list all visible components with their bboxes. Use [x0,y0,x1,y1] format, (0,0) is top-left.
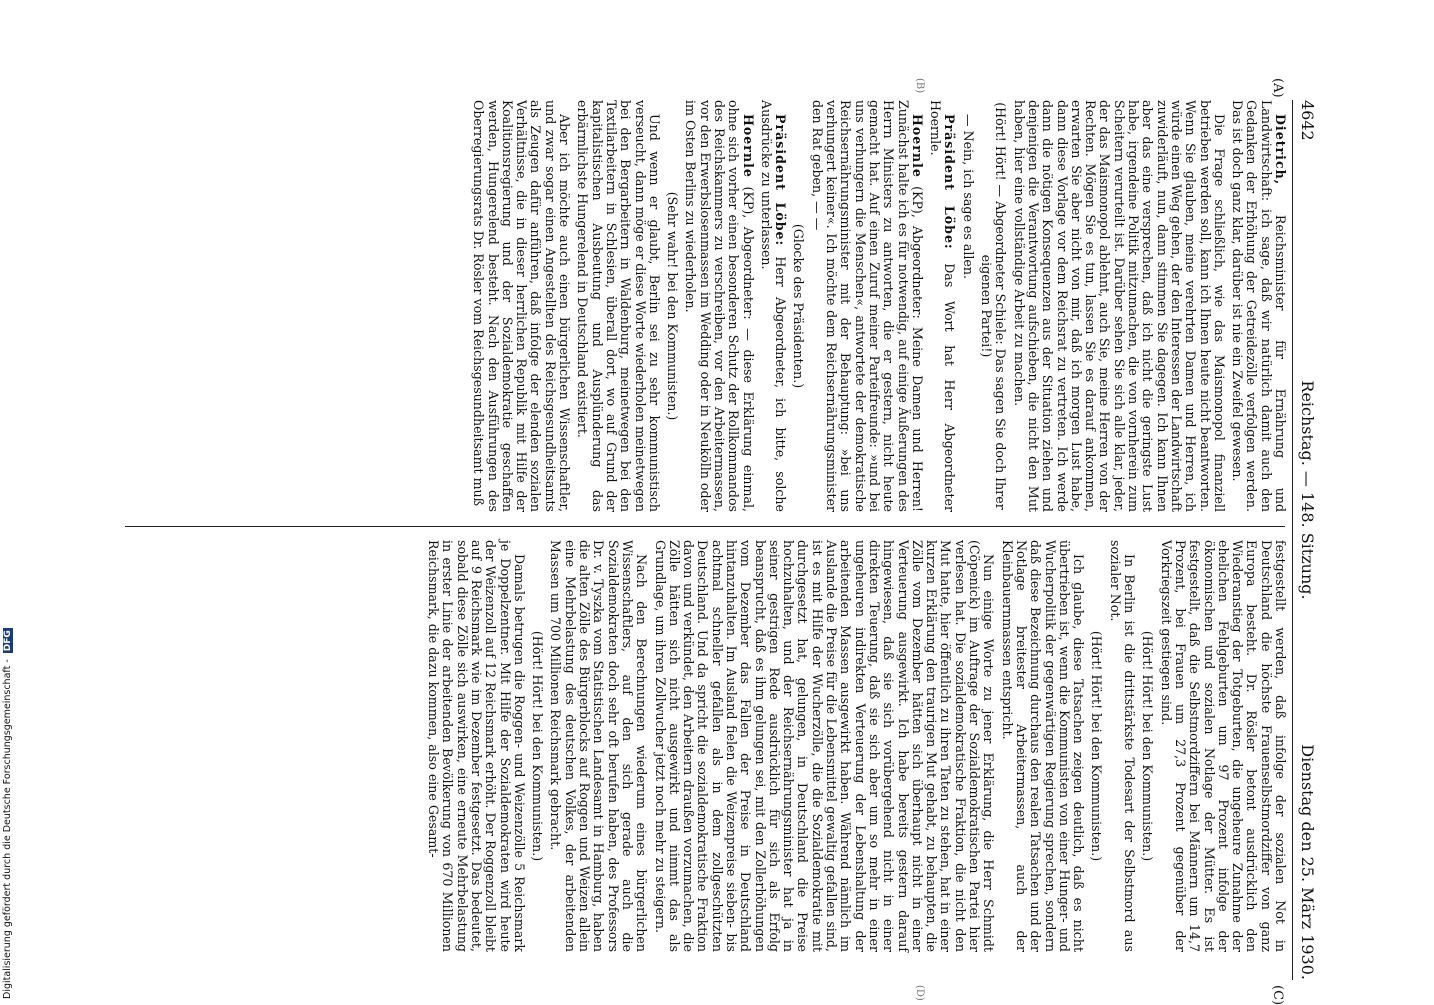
text-paragraph: — Nein, ich sage es allen. [960,114,976,279]
right-column [422,540,1287,952]
speaker-name: Hoernle [909,114,925,178]
speech-text: Reichsminister für Ernährung und Landwirtschaft: ich sage, daß wir natürlich damit auch den Gedanken der Erhöhung der Getreidezölle verfolgen werden. Das ist doch ganz klar, darüber ist nie ein Zweifel gewesen. [1230,100,1288,512]
session-date: Dienstag den 25. März 1930. [1298,744,1317,980]
speaker-name: Hoernle [740,114,756,178]
dfg-logo: DFG [3,630,13,652]
text-paragraph: Damals betrugen die Roggen- und Weizenzölle 5 Reichsmark je Doppelzentner. Mit Hilfe der Sozialdemokraten wird heute der Weizenzoll auf 12 Reichsmark erhöht. Der Roggenzoll bleibt auf 9 Reichsmark wie im Dezember festgesetzt. Das bedeutet, sobald diese Zölle sich auswirken, eine erneute Mehrbelastung in erster Linie der arbeitenden Bevölkerung von 670 Millionen Reichsmark, die dazu kommen, also eine Gesamt- [426,540,527,952]
speech-paragraph [683,100,754,512]
header-rule [1292,100,1293,980]
column-divider [125,526,1285,527]
footer-text: Digitalisierung gefördert durch die Deutsche Forschungsgemeinschaft - [2,659,13,999]
speech-paragraph [1230,100,1287,512]
interjection: (Glocke des Präsidenten.) [791,223,807,389]
interjection: (Sehr wahr! bei den Kommunisten.) [665,191,681,421]
text-paragraph: festgestellt werden, daß infolge der sozialen Not in Deutschland die höchste Frauenselbstmordziffer von ganz Europa besteht. Dr. Rösler betont ausdrücklich den Wiederanstieg der Totgeburten, die ungeheure Zunahme der ehelichen Fehlgeburten um 97 Prozent infolge der ökonomischen und sozialen Notlage der Mütter. Es ist festgestellt, daß die Selbstmordziffern bei Männern um 14,7 Prozent, bei Frauen um 27,3 Prozent gegenüber der Vorkriegszeit gestiegen sind. [1158,540,1288,952]
text-paragraph: Ich glaube, diese Tatsachen zeigen deutlich, daß es nicht übertrieben ist, wenn die Kommunisten von einer Hunger- und Wucherpolitik der gegenwärtigen Regierung sprechen, sondern daß diese Bezeichnung durchaus den realen Tatsachen und der Notlage breitester Arbeitermassen, auch der Kleinbauernmassen entspricht. [999,540,1087,952]
speaker-name: Präsident Löbe: [773,114,789,247]
interjection: (Hört! Hört! bei den Kommunisten.) [1140,630,1156,862]
speech-text: (KP), Abgeordneter: — diese Erklärung einmal, ohne sich vorher einen besonderen Schutz der Rollkommandos des Reichskammers zu verschreiben, vor den Arbeitermassen, vor den Erwerbslosenmassen im Wedding oder in Neukölln oder im Osten Berlins zu wiederholen. [683,100,756,512]
speech-paragraph [928,100,957,512]
speech-text: Das Wort hat Herr Abgeordneter Hoernle. [928,100,958,512]
text-paragraph: Nach den Berechnungen wiederum eines bürgerlichen Wissenschaftlers, auf den sich gerade auch die Sozialdemokraten doch sehr oft berufen haben, des Professors Dr. v. Tyszka vom Statistischen Landesamt in Hamburg, haben die alten Zölle des Bürgerblocks auf Roggen und Weizen allein eine Mehrbelastung des deutschen Volkes, der arbeitenden Massen um 700 Millionen Reichsmark gebracht. [548,540,650,952]
interjection: (Hört! Hört! bei den Kommunisten.) [1089,630,1105,862]
page-number: 4642 [1298,100,1317,141]
text-paragraph: Aber ich möchte auch einen bürgerlichen Wissenschaftler, und zwar sogar einen Angestellten des Reichsgesundheitsamts als Zeugen dafür anführen, daß infolge der elenden sozialen Verhältnisse, die in dieser herrlichen Republik mit Hilfe der Koalitionsregierung und der Sozialdemokratie geschaffen werden, Hungerelend besteht. Nach den Ausführungen des Oberregierungsrats Dr. Rösler vom Reichsgesundheitsamt muß [471,100,573,512]
page-header [1293,100,1317,980]
left-column [467,100,1287,512]
margin-marker-c: (C) [1270,985,1285,1005]
margin-marker-b: (B) [914,78,925,94]
interjection: (Hört! Hört! bei den Kommunisten.) [530,630,546,862]
speech-text: Herr Abgeordneter, ich bitte, solche Ausdrücke zu unterlassen. [758,100,789,512]
text-paragraph: Und wenn er glaubt, Berlin sei zu sehr kommunistisch verseucht, dann möge er diese Worte wiederholen meinetwegen bei den Bergarbeitern in Waldenburg, meinetwegen bei den Textilarbeitern in Schlesien, überall dort, wo auf Grund der kapitalistischen Ausbeutung und Ausplünderung das erbärmlichste Hungerelend in Deutschland existiert. [575,100,662,512]
session-title: Reichstag. — 148. Sitzung. [1298,380,1317,600]
margin-marker-a: (A) [1270,78,1285,98]
speaker-name: Präsident Löbe: [942,114,958,250]
text-paragraph: Nun einige Worte zu jener Erklärung, die Herr Schmidt (Cöpenick) im Auftrage der Sozialdemokratischen Partei hier verlesen hat. Die sozialdemokratische Fraktion, die nicht den Mut hatte, hier öffentlich zu ihren Taten zu stehen, hat in einer kurzen Erklärung den traurigen Mut gehabt, zu behaupten, die Zölle vom Dezember hätten sich überhaupt nicht in einer Verteuerung ausgewirkt. Ich habe bereits gestern darauf hingewiesen, daß sie sich vorübergehend nicht in einer direkten Teuerung, daß sie sich aber um so mehr in einer ungeheuren indirekten Verteuerung der Lebenshaltung der arbeitenden Massen ausgewirkt haben. Während nämlich im Auslande die Preise für die Lebensmittel gewaltig gefallen sind, ist es mit Hilfe der Wucherzölle, die die Sozialdemokratie mit durchgesetzt hat, gelungen, in Deutschland die Preise hochzuhalten, und der Reichsernährungsminister hat ja in seiner gestrigen Rede ausdrücklich für sich als Erfolg beansprucht, daß es ihm gelungen sei, mit den Zollerhöhungen vom Dezember das Fallen der Preise in Deutschland hintanzuhalten. Im Ausland fielen die Weizenpreise sieben- bis achtmal schneller gefallen als in dem zollgeschützten Deutschland. Und da spricht die sozialdemokratische Fraktion davon und verkündet, den Arbeitern draußen vorzumachen, die Zölle hätten sich nicht ausgewirkt und nimmt das als Grundlage, um ihren Zollwucher jetzt noch mehr zu steigern. [652,540,997,952]
interjection: (Hört! Hört! — Abgeordneter Schiele: Das sagen Sie doch Ihrer eigenen Partei!) [979,102,1009,510]
text-paragraph: Die Frage schließlich, wie das Maismonopol finanziell betrieben werden soll, kann ich Ihnen heute nicht beantworten. Wenn Sie glauben, meine verehrten Damen und Herren, ich würde einen Weg gehen, der den Interessen der Landwirtschaft zuwiderläuft, nun, dann stimmen Sie dagegen. Ich kann Ihnen aber das eine versprechen, daß ich nicht die geringste Lust habe, irgendeine Politik mitzumachen, die von vornherein zum Scheitern verurteilt ist. Darüber sehen Sie sich alle klar, jeder, der das Maismonopol ablehnt, auch Sie, meine Herren von der Rechten. Mögen Sie es tun, lassen Sie es darauf ankommen, erwarten Sie aber nicht von mir, daß ich morgen Lust habe, dann diese Vorlage vor dem Reichsrat zu vertreten. Ich werde dann die nötigen Konsequenzen aus der Situation ziehen und denjenigen die Verantwortung aufschieben, die nicht den Mut haben, hier eine vollständige Arbeit zu machen. [1011,100,1227,512]
speech-paragraph [759,100,788,512]
speaker-name: Dietrich, [1273,114,1288,186]
speech-paragraph [810,100,924,512]
text-paragraph: In Berlin ist die drittstärkste Todesart der Selbstmord aus sozialer Not. [1107,540,1138,952]
rotated-document-page [117,78,1317,1005]
speech-text: (KP), Abgeordneter: Meine Damen und Herren! Zunächst halte ich es für notwendig, auf einige Äußerungen des Herrn Ministers zu antworten, die er gestern, nicht heute gemacht hat. Auf einen Zuruf meiner Parteifreunde: »und bei uns verhungern die Menschen«, antwortete der demokratische Reichsernährungsminister mit der Behauptung: »bei uns verhungert keiner«. Ich möchte dem Reichsernährungsminister den Rat geben, — — [809,100,925,512]
digitization-footer [2,0,18,999]
margin-marker-d: (D) [914,985,925,1001]
